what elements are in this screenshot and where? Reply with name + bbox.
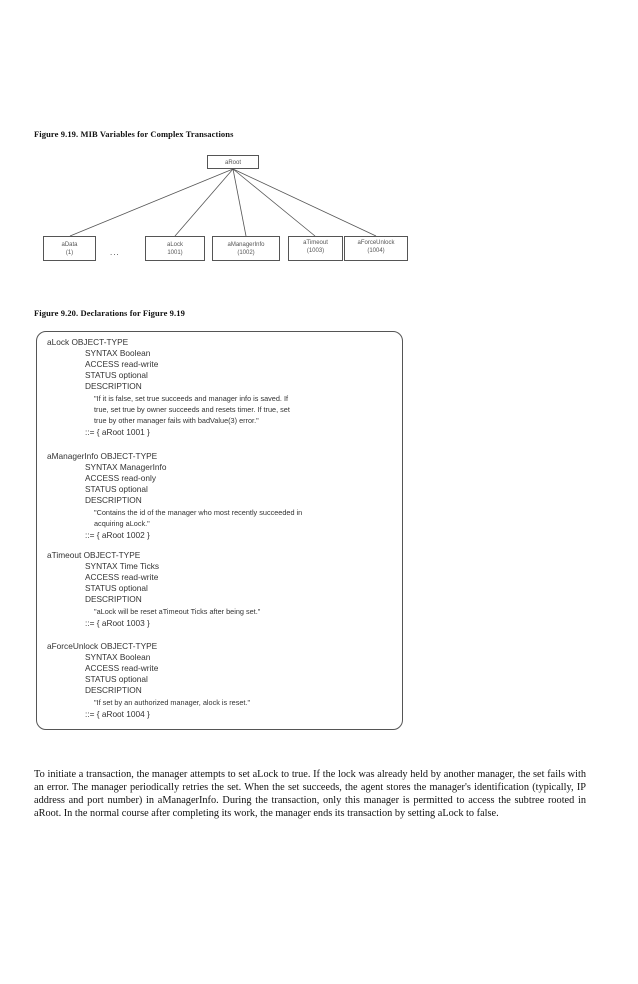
decl-syntax: SYNTAX Time Ticks <box>85 561 160 571</box>
decl-oid-assignment: ::= { aRoot 1001 } <box>85 427 150 437</box>
figure-19-caption: Figure 9.19. MIB Variables for Complex Transactions <box>34 129 234 139</box>
decl-description-label: DESCRIPTION <box>85 495 142 505</box>
tree-node-amanagerinfo <box>212 236 280 261</box>
decl-syntax: SYNTAX ManagerInfo <box>85 462 167 472</box>
decl-syntax: SYNTAX Boolean <box>85 348 151 358</box>
tree-node-adata <box>43 236 96 261</box>
node-oid: 1001) <box>167 250 183 256</box>
edge-atimeout <box>233 169 315 236</box>
edge-adata <box>70 169 233 236</box>
decl-status: STATUS optional <box>85 674 148 684</box>
decl-description-label: DESCRIPTION <box>85 381 142 391</box>
node-oid: (1) <box>65 250 74 256</box>
node-name: aTimeout <box>303 240 328 246</box>
node-name: aData <box>61 242 78 248</box>
node-oid: (1002) <box>237 250 255 256</box>
tree-node-alock <box>145 236 205 261</box>
decl-description-text: true, set true by owner succeeds and resets timer. If true, set <box>94 405 290 414</box>
node-oid: (1004) <box>367 248 385 254</box>
edge-aforceunlock <box>233 169 376 236</box>
node-oid: (1003) <box>306 248 325 254</box>
decl-description-text: "Contains the id of the manager who most recently succeeded in <box>94 508 303 517</box>
decl-access: ACCESS read-write <box>85 663 159 673</box>
decl-description-text: "If set by an authorized manager, alock is reset." <box>94 698 251 707</box>
decl-oid-assignment: ::= { aRoot 1004 } <box>85 709 150 719</box>
decl-status: STATUS optional <box>85 484 148 494</box>
edge-alock <box>175 169 233 236</box>
decl-header: aManagerInfo OBJECT-TYPE <box>47 451 158 461</box>
decl-description-text: "If it is false, set true succeeds and manager info is saved. If <box>94 394 289 403</box>
decl-description-label: DESCRIPTION <box>85 685 142 695</box>
edge-amanagerinfo <box>233 169 246 236</box>
tree-ellipsis: ... <box>110 248 120 257</box>
decl-access: ACCESS read-write <box>85 359 159 369</box>
figure-20-caption: Figure 9.20. Declarations for Figure 9.19 <box>34 308 185 318</box>
decl-header: aTimeout OBJECT-TYPE <box>47 550 141 560</box>
decl-access: ACCESS read-only <box>85 473 157 483</box>
tree-node-atimeout <box>288 236 343 261</box>
node-name: aForceUnlock <box>357 240 395 246</box>
body-paragraph: To initiate a transaction, the manager attempts to set aLock to true. If the lock was already held by another manager, the set fails with an error. The manager periodically retries the set. When the set succeeds, the agent stores the manager's identification (typically, IP address and port number) in aManagerInfo. During the transaction, only this manager is permitted to access the subtree rooted in aRoot. In the normal course after completing its work, the manager ends its transaction by setting aLock to false. <box>34 769 586 819</box>
declarations-box <box>36 331 403 730</box>
tree-node-aforceunlock <box>344 236 408 261</box>
decl-syntax: SYNTAX Boolean <box>85 652 151 662</box>
decl-description-label: DESCRIPTION <box>85 594 142 604</box>
decl-description-text: true by other manager fails with badValue(3) error." <box>94 416 259 425</box>
decl-description-text: "aLock will be reset aTimeout Ticks after being set." <box>94 607 261 616</box>
decl-status: STATUS optional <box>85 583 148 593</box>
decl-access: ACCESS read-write <box>85 572 159 582</box>
decl-oid-assignment: ::= { aRoot 1003 } <box>85 618 150 628</box>
decl-oid-assignment: ::= { aRoot 1002 } <box>85 530 150 540</box>
decl-header: aForceUnlock OBJECT-TYPE <box>47 641 158 651</box>
root-label: aRoot <box>224 160 241 166</box>
tree-root-node <box>207 155 259 169</box>
node-name: aManagerInfo <box>227 242 265 248</box>
decl-description-text: acquiring aLock." <box>94 519 150 528</box>
decl-status: STATUS optional <box>85 370 148 380</box>
node-name: aLock <box>166 242 183 248</box>
decl-header: aLock OBJECT-TYPE <box>47 337 129 347</box>
